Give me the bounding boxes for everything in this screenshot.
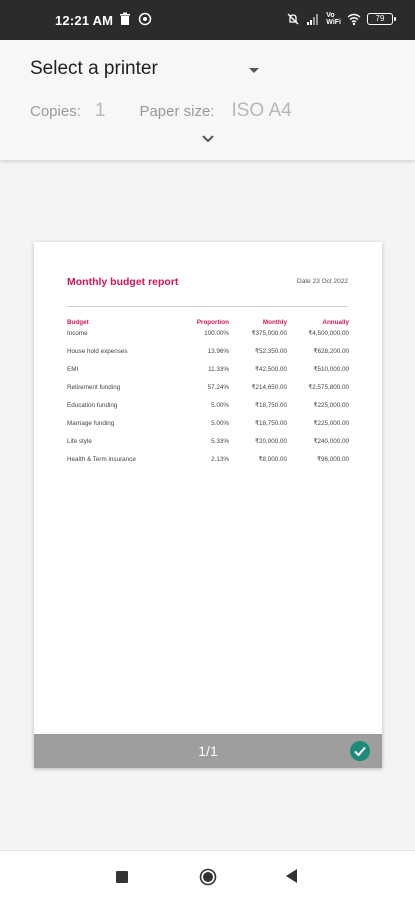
printer-label: Select a printer: [30, 58, 158, 79]
battery-level: 79: [375, 14, 385, 23]
table-cell: 5.33%: [211, 438, 229, 445]
back-icon[interactable]: [286, 869, 297, 883]
chevron-down-icon: [249, 68, 259, 73]
table-row: [67, 330, 349, 348]
table-row: [67, 348, 349, 366]
table-cell: ₹510,000.00: [313, 366, 349, 373]
table-row: [67, 456, 349, 474]
trash-icon: [118, 12, 132, 26]
wifi-icon: [347, 12, 361, 26]
table-cell: 11.33%: [208, 366, 229, 373]
table-header-row: [67, 318, 349, 330]
table-cell: ₹225,000.00: [313, 420, 349, 427]
expand-options-icon[interactable]: [201, 134, 215, 144]
paper-size-value[interactable]: ISO A4: [231, 100, 292, 121]
table-cell: ₹20,000.00: [254, 438, 287, 445]
table-cell: ₹18,750.00: [254, 420, 287, 427]
status-bar: [0, 0, 415, 40]
table-row: [67, 384, 349, 402]
table-cell: Retirement funding: [67, 384, 121, 391]
table-row: [67, 438, 349, 456]
table-cell: 5.00%: [211, 402, 229, 409]
signal-icon: [306, 12, 320, 26]
table-cell: Education funding: [67, 402, 118, 409]
table-cell: ₹375,000.00: [251, 330, 287, 337]
print-options-panel: [0, 40, 415, 160]
column-header: Annually: [322, 318, 349, 326]
table-row: [67, 420, 349, 438]
mute-icon: [286, 12, 300, 26]
table-cell: ₹225,000.00: [313, 402, 349, 409]
budget-table: [67, 318, 349, 474]
table-cell: 13.96%: [207, 348, 229, 355]
table-cell: ₹240,000.00: [313, 438, 349, 445]
copies-value[interactable]: 1: [94, 100, 106, 121]
column-header: Budget: [67, 318, 89, 326]
table-cell: 5.00%: [211, 420, 229, 427]
table-cell: House hold expenses: [67, 348, 128, 355]
report-title: Monthly budget report: [67, 276, 179, 288]
table-cell: 100.00%: [204, 330, 229, 337]
table-cell: EMI: [67, 366, 79, 373]
table-cell: Life style: [67, 438, 92, 445]
table-cell: ₹18,750.00: [254, 402, 287, 409]
column-header: Monthly: [262, 318, 287, 326]
table-cell: ₹4,500,000.00: [308, 330, 349, 337]
table-cell: ₹96,000.00: [316, 456, 349, 463]
system-nav-bar: [0, 850, 415, 901]
paper-size-label: Paper size:: [139, 103, 215, 120]
table-cell: ₹214,650.00: [251, 384, 287, 391]
table-cell: 2.13%: [211, 456, 229, 463]
page-indicator: 1/1: [198, 743, 218, 759]
volte-icon: Vo WiFi: [326, 12, 341, 26]
column-header: Proportion: [196, 318, 229, 326]
home-icon[interactable]: [199, 868, 217, 886]
report-date: Date 23 Oct 2022: [297, 278, 348, 285]
battery-icon: [367, 13, 393, 25]
vpn-icon: [138, 12, 152, 26]
table-row: [67, 402, 349, 420]
table-cell: ₹52,350.00: [254, 348, 287, 355]
copies-label: Copies:: [30, 103, 81, 120]
divider: [67, 306, 348, 307]
table-cell: Health & Term insurance: [67, 456, 136, 463]
table-cell: ₹628,200.00: [313, 348, 349, 355]
print-preview-page[interactable]: [34, 242, 382, 768]
table-cell: Marriage funding: [67, 420, 115, 427]
table-cell: ₹42,500.00: [254, 366, 287, 373]
status-time: 12:21 AM: [55, 13, 114, 28]
table-cell: 57.24%: [207, 384, 229, 391]
table-cell: ₹8,000.00: [258, 456, 287, 463]
table-cell: Income: [67, 330, 88, 337]
page-footer: [34, 734, 382, 768]
printer-select-dropdown[interactable]: [30, 58, 270, 84]
recent-apps-icon[interactable]: [116, 871, 128, 883]
table-cell: ₹2,575,800.00: [308, 384, 349, 391]
page-selected-check-icon[interactable]: [350, 741, 370, 761]
table-row: [67, 366, 349, 384]
